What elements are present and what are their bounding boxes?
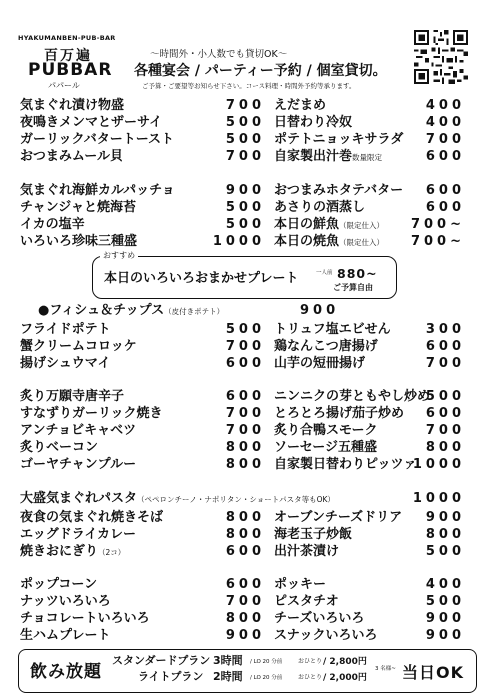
menu-item-name: 本日の焼魚 [274,234,340,249]
menu-item [20,594,111,610]
menu-item [274,527,352,543]
menu-item-note: 数量限定 [352,153,383,162]
fish-chips-name: ●フィシュ＆チップス [38,303,165,318]
menu-item-price: 900 [425,611,465,626]
menu-item-price: 600 [225,356,265,371]
menu-item-price: 900 [225,628,265,643]
same-day-ok: 当日OK [402,663,465,682]
menu-item-price: 500 [225,132,265,147]
menu-item-price: 900 [425,510,465,525]
menu-item [20,339,137,355]
menu-item [274,217,384,233]
menu-item-name: 山芋の短冊揚げ [274,356,366,371]
menu-item-price: 800 [425,527,465,542]
recommend-per-person: 一人前 [316,270,333,276]
menu-item [274,115,352,131]
menu-item-name: 蟹クリームコロッケ [20,339,137,354]
menu-item-name: トリュフ塩エビせん [274,322,391,337]
menu-item-name: 本日の鮮魚 [274,217,340,232]
menu-item-price: 1000 [212,234,265,249]
menu-item-name: スナックいろいろ [274,628,378,643]
brand-romaji: HYAKUMANBEN-PUB-BAR [18,34,116,42]
menu-item [274,149,382,165]
menu-item [274,440,377,456]
pasta-price: 1000 [412,491,465,506]
menu-item [20,149,123,165]
menu-item-name: 炙り合鴨スモーク [274,423,378,438]
menu-item-price: 700 [425,356,465,371]
menu-item-price: 400 [425,577,465,592]
menu-item-name: 鶏なんこつ唐揚げ [274,339,378,354]
menu-item [274,544,339,560]
menu-item-name: エッグドライカレー [20,527,136,542]
menu-item [274,132,403,148]
headline: 各種宴会 / パーティー予約 / 個室貸切。 [134,63,387,79]
menu-item-name: あさりの酒蒸し [274,200,366,215]
menu-item-name: 夜鳴きメンマとザーサイ [20,115,163,130]
menu-item [20,356,110,372]
menu-item [20,98,124,114]
menu-item-name: チャンジャと焼海苔 [20,200,137,215]
menu-item-name: 炙り万願寺唐辛子 [20,389,125,404]
menu-item-price: 700 [425,132,465,147]
menu-item-price: 600 [425,200,465,215]
menu-item-name: 海老玉子炒飯 [274,527,353,542]
menu-item [274,611,364,627]
menu-item-price: 1000 [412,457,465,472]
menu-item-price: 500 [425,594,465,609]
menu-item-name: イカの塩辛 [20,217,85,232]
menu-item [274,594,339,610]
brand-japanese: 百万遍 [44,48,92,64]
menu-item-note: （限定仕入） [339,238,385,247]
menu-item [20,510,163,526]
menu-item-name: すなずりガーリック焼き [20,406,163,421]
qr-code-icon[interactable] [414,30,468,84]
menu-item [20,217,85,233]
recommend-price: 880~ [337,266,378,281]
menu-item [274,98,326,114]
plan-light-price: / 2,000円 [323,673,367,683]
menu-item [20,234,137,250]
menu-item-price: 700 [225,406,265,421]
header-note: ご予算・ご要望等お知らせ下さい。コース料理・時間外予約等承ります。 [142,82,356,90]
menu-item-price: 800 [225,457,265,472]
menu-item [20,389,124,405]
menu-item [20,115,162,131]
menu-item [274,200,365,216]
menu-item-price: 400 [425,115,465,130]
menu-item-note: （限定仕入） [339,221,385,230]
brand-logo: PUBBAR [28,60,113,80]
menu-item-price: 600 [225,389,265,404]
menu-item-name: フライドポテト [20,322,111,337]
menu-item [274,356,365,372]
menu-item-price: 600 [425,406,465,421]
menu-item-name: いろいろ珍味三種盛 [20,234,138,249]
menu-item [20,628,110,644]
menu-item [20,457,136,473]
menu-item-price: 900 [225,183,265,198]
menu-item-name: ポテトニョッキサラダ [274,132,404,147]
menu-item-note: （2コ） [98,548,126,557]
menu-item-price: 600 [425,149,465,164]
menu-item-name: 自家製日替わりピッツァ [274,457,417,472]
menu-item-name: 気まぐれ漬け物盛 [20,98,125,113]
menu-item-name: 揚げシュウマイ [20,356,111,371]
menu-item [20,132,174,148]
menu-item [274,423,377,439]
menu-item-name: ポッキー [274,577,327,592]
menu-item-name: 生ハムプレート [20,628,111,643]
menu-item-name: ゴーヤチャンプルー [20,457,137,472]
menu-item [274,510,402,526]
menu-item-name: ポップコーン [20,577,98,592]
recommend-label: おすすめ [100,250,138,261]
menu-item-price: 500 [225,217,265,232]
menu-item-name: ナッツいろいろ [20,594,111,609]
menu-item [20,322,111,338]
recommend-note: ご予算自由 [333,283,373,292]
pasta-sub: （ペペロンチーノ・ナポリタン・ショートパスタ等もOK） [137,495,335,504]
plan-standard-per: おひとり [298,658,323,665]
menu-item [274,339,378,355]
menu-item-name: 自家製出汁巻 [274,149,353,164]
menu-item-price: 700~ [410,234,465,249]
pasta-item [20,491,335,507]
plan-standard-lo: / LO 20 分前 [250,659,283,665]
nomihodai-title: 飲み放題 [30,662,102,682]
menu-item-price: 300 [425,322,465,337]
recommend-title: 本日のいろいろおまかせプレート [104,271,299,286]
minimum-people: 3 名様~ [375,666,396,672]
plan-standard-price: / 2,800円 [323,657,367,667]
menu-item-price: 500 [225,200,265,215]
menu-item [20,183,175,199]
menu-item-price: 700 [225,423,265,438]
plan-standard-name: スタンダードプラン [112,654,211,667]
menu-item [274,628,377,644]
menu-item [20,200,136,216]
menu-item-price: 700 [225,339,265,354]
menu-item-name: 気まぐれ海鮮カルパッチョ [20,183,175,198]
menu-item [20,406,162,422]
menu-item [20,544,125,560]
menu-item-price: 700 [425,423,465,438]
menu-item [274,183,403,199]
menu-item-name: 出汁茶漬け [274,544,340,559]
menu-item-name: オーブンチーズドリア [274,510,403,525]
menu-item-name: チーズいろいろ [274,611,365,626]
plan-light-lo: / LO 20 分前 [250,675,283,681]
menu-item-price: 800 [225,611,265,626]
menu-item [274,406,404,422]
menu-item-price: 500 [225,115,265,130]
plan-light-name: ライトプラン [138,670,204,683]
menu-item-price: 600 [425,339,465,354]
menu-item-price: 800 [225,510,265,525]
plan-light-per: おひとり [298,674,323,681]
menu-item [20,611,150,627]
menu-item-price: 800 [225,440,265,455]
menu-item-price: 600 [225,577,265,592]
menu-item-name: おつまみムール貝 [20,149,123,164]
menu-item-name: ソーセージ五種盛 [274,440,377,455]
menu-item [20,423,136,439]
menu-item [20,577,97,593]
menu-item-price: 600 [225,544,265,559]
fish-chips-price: 900 [300,303,340,318]
fish-chips-sub: （皮付きポテト） [164,307,225,316]
menu-item [20,440,98,456]
brand-kana: パパール [48,81,80,90]
menu-item [274,577,326,593]
menu-item-price: 800 [425,440,465,455]
menu-item-price: 500 [425,544,465,559]
menu-item [274,234,384,250]
menu-item-name: ニンニクの芽ともやし炒め [274,389,431,404]
menu-item-price: 400 [425,98,465,113]
menu-item [20,527,136,543]
menu-item-name: 夜食の気まぐれ焼きそば [20,510,164,525]
plan-standard-hours: 3時間 [213,654,243,667]
menu-item-name: おつまみホタテバター [274,183,404,198]
menu-item-name: 炙りベーコン [20,440,99,455]
menu-item-price: 700~ [410,217,465,232]
menu-item-name: とろとろ揚げ茄子炒め [274,406,405,421]
menu-item-price: 700 [225,149,265,164]
menu-item-name: ガーリックバタートースト [20,132,175,147]
menu-item-name: チョコレートいろいろ [20,611,150,626]
menu-item-price: 600 [425,183,465,198]
menu-item-price: 500 [425,389,465,404]
menu-item-name: 焼きおにぎり [20,544,99,559]
menu-item-name: アンチョビキャベツ [20,423,137,438]
menu-item-price: 800 [225,527,265,542]
menu-item-name: ピスタチオ [274,594,339,609]
menu-item-price: 900 [425,628,465,643]
pasta-name: 大盛気まぐれパスタ [20,491,138,506]
tagline: 〜時間外・小人数でも貸切OK〜 [150,49,288,60]
plan-light-hours: 2時間 [213,670,243,683]
menu-item-name: えだまめ [274,98,327,113]
menu-item-price: 700 [225,98,265,113]
menu-item-name: 日替わり冷奴 [274,115,353,130]
menu-item-price: 700 [225,594,265,609]
menu-item-price: 500 [225,322,265,337]
fish-chips-item [38,303,224,319]
menu-item [274,322,391,338]
